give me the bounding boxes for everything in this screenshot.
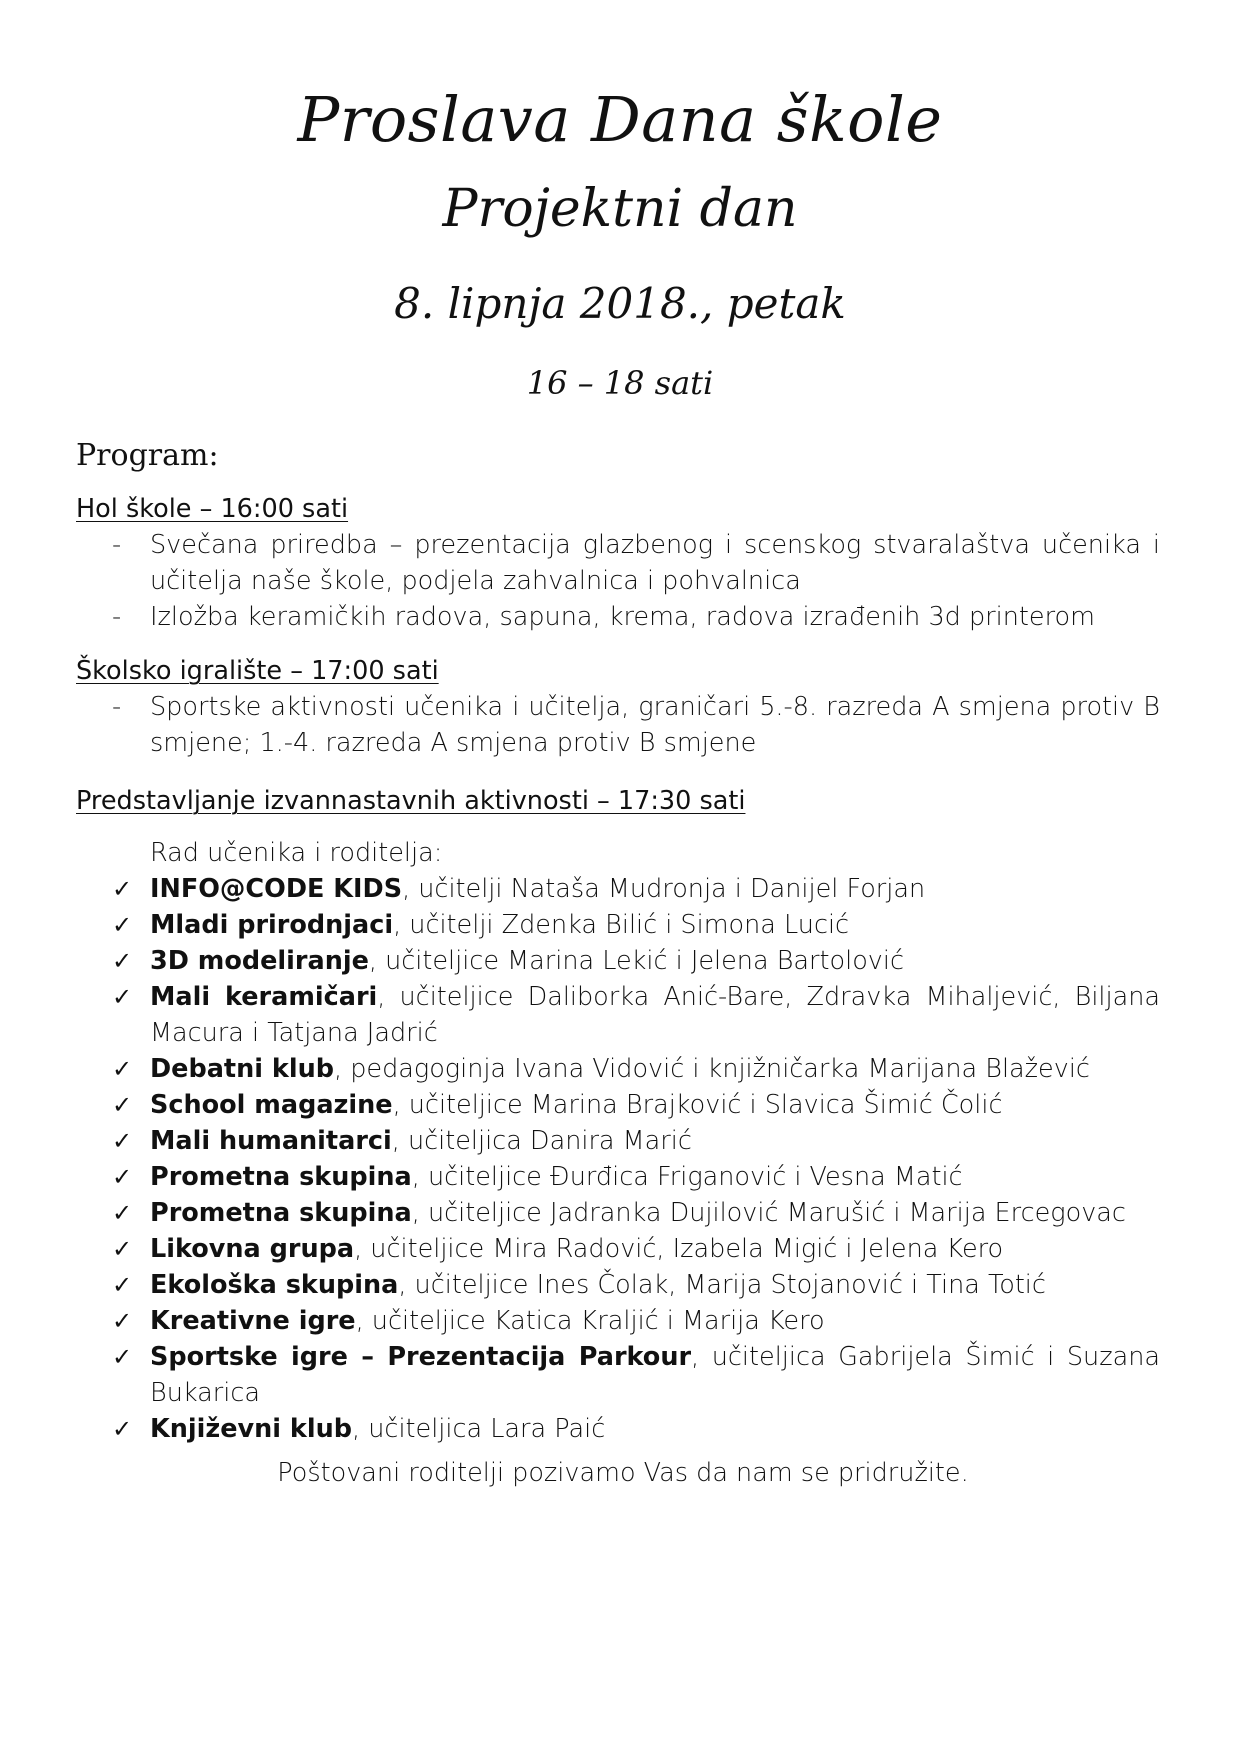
list-item-text: Svečana priredba – prezentacija glazbenog i scenskog stvaralaštva učenika i učitelja naše škole, podjela zahvalnica i pohvalnica <box>150 530 1160 596</box>
checkmark-icon: ✓ <box>112 1415 133 1443</box>
event-time: 16 – 18 sati <box>526 364 714 402</box>
activity-item <box>76 1195 1160 1231</box>
activity-item <box>76 1231 1160 1267</box>
activity-leaders: , učiteljica Danira Marić <box>391 1126 692 1156</box>
activity-item <box>76 1267 1160 1303</box>
hall-program-list <box>76 527 1160 635</box>
checkmark-icon: ✓ <box>112 1199 133 1227</box>
event-date: 8. lipnja 2018., petak <box>394 279 846 328</box>
title-block <box>80 83 1160 402</box>
activity-leaders: , učiteljice Mira Radović, Izabela Migić i Jelena Kero <box>354 1234 1004 1264</box>
checkmark-icon: ✓ <box>112 947 133 975</box>
activities-intro: Rad učenika i roditelja: <box>150 838 443 868</box>
list-item-text: Izložba keramičkih radova, sapuna, krema, radova izrađenih 3d printerom <box>150 602 1095 632</box>
checkmark-icon: ✓ <box>112 1307 133 1335</box>
checkmark-icon: ✓ <box>112 875 133 903</box>
program-label: Program: <box>76 438 219 473</box>
activity-item <box>76 1411 1160 1447</box>
activity-item <box>76 1051 1160 1087</box>
activity-name: Likovna grupa <box>150 1234 355 1264</box>
activity-leaders: , učiteljice Đurđica Friganović i Vesna Matić <box>411 1162 963 1192</box>
dash-bullet-icon: - <box>112 602 122 632</box>
activity-item <box>76 1339 1160 1411</box>
activity-item <box>76 979 1160 1051</box>
activity-item <box>76 871 1160 907</box>
activity-item <box>76 1303 1160 1339</box>
activities-list <box>76 871 1160 1447</box>
activity-leaders: , učitelji Nataša Mudronja i Danijel Forjan <box>402 874 926 904</box>
activity-name: Kreativne igre <box>150 1306 356 1336</box>
activity-name: INFO@CODE KIDS <box>150 874 403 904</box>
activity-name: Ekološka skupina <box>150 1270 399 1300</box>
activity-name: 3D modeliranje <box>150 946 369 976</box>
list-item-text: Sportske aktivnosti učenika i učitelja, graničari 5.-8. razreda A smjena protiv B smjene; 1.-4. razreda A smjena protiv B smjene <box>150 692 1160 758</box>
checkmark-icon: ✓ <box>112 1271 133 1299</box>
page-title: Proslava Dana škole <box>297 83 943 156</box>
checkmark-icon: ✓ <box>112 1091 133 1119</box>
activity-leaders: , učiteljice Jadranka Dujilović Marušić i Marija Ercegovac <box>411 1198 1126 1228</box>
activity-leaders: , učiteljice Marina Lekić i Jelena Bartolović <box>368 946 904 976</box>
checkmark-icon: ✓ <box>112 911 133 939</box>
activity-item <box>76 1123 1160 1159</box>
dash-bullet-icon: - <box>112 530 122 560</box>
closing-invitation: Poštovani roditelji pozivamo Vas da nam se pridružite. <box>277 1458 969 1488</box>
activity-name: Mali keramičari <box>150 982 378 1012</box>
activity-leaders: , učitelji Zdenka Bilić i Simona Lucić <box>393 910 850 940</box>
activity-name: Književni klub <box>150 1414 353 1444</box>
checkmark-icon: ✓ <box>112 1343 133 1371</box>
activity-leaders: , učiteljice Daliborka Anić-Bare, Zdravka Mihaljević, Biljana Macura i Tatjana Jadrić <box>150 982 1160 1048</box>
activity-leaders: , pedagoginja Ivana Vidović i knjižničarka Marijana Blažević <box>334 1054 1090 1084</box>
activity-item <box>76 907 1160 943</box>
activity-leaders: , učiteljice Ines Čolak, Marija Stojanović i Tina Totić <box>398 1270 1046 1300</box>
activity-leaders: , učiteljice Katica Kraljić i Marija Kero <box>355 1306 825 1336</box>
section-heading-activities: Predstavljanje izvannastavnih aktivnosti – 17:30 sati <box>76 786 746 816</box>
dash-bullet-icon: - <box>112 692 122 722</box>
playground-program-list <box>76 689 1160 761</box>
page-subtitle: Projektni dan <box>442 179 798 239</box>
section-heading-playground: Školsko igralište – 17:00 sati <box>76 656 439 686</box>
activity-name: Prometna skupina <box>150 1162 412 1192</box>
activity-item <box>76 1087 1160 1123</box>
section-heading-hall: Hol škole – 16:00 sati <box>76 494 349 524</box>
activity-name: School magazine <box>150 1090 393 1120</box>
activity-leaders: , učiteljica Gabrijela Šimić i Suzana Bukarica <box>150 1342 1160 1408</box>
checkmark-icon: ✓ <box>112 1055 133 1083</box>
activity-name: Mali humanitarci <box>150 1126 392 1156</box>
list-item <box>76 527 1160 599</box>
checkmark-icon: ✓ <box>112 1127 133 1155</box>
checkmark-icon: ✓ <box>112 983 133 1011</box>
activity-leaders: , učiteljice Marina Brajković i Slavica Šimić Čolić <box>392 1090 1003 1120</box>
activity-name: Debatni klub <box>150 1054 334 1084</box>
activity-name: Mladi prirodnjaci <box>150 910 394 940</box>
activity-item <box>76 1159 1160 1195</box>
list-item <box>76 689 1160 761</box>
list-item <box>76 599 1160 635</box>
activity-leaders: , učiteljica Lara Paić <box>352 1414 606 1444</box>
activity-name: Prometna skupina <box>150 1198 412 1228</box>
checkmark-icon: ✓ <box>112 1235 133 1263</box>
checkmark-icon: ✓ <box>112 1163 133 1191</box>
activity-name: Sportske igre – Prezentacija Parkour <box>150 1342 692 1372</box>
activity-item <box>76 943 1160 979</box>
